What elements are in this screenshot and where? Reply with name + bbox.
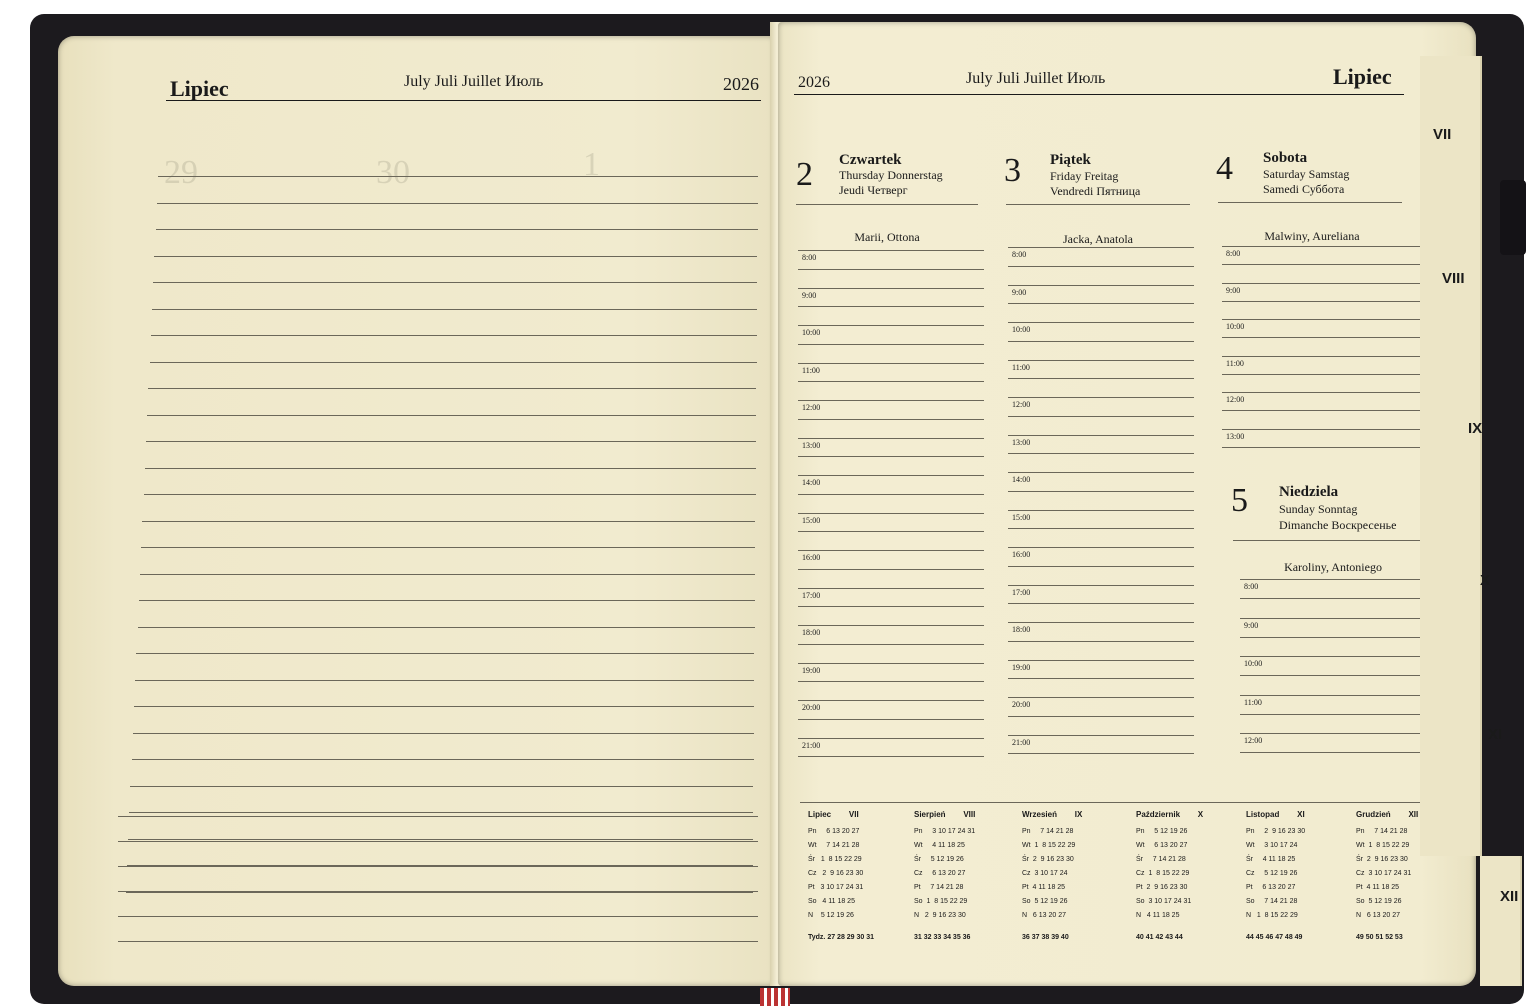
mini-calendar-row: Cz 3 10 17 24 31 (1356, 870, 1412, 877)
hour-label: 10:00 (802, 328, 821, 337)
mini-calendar-row: Pt 2 9 16 23 30 (1136, 884, 1188, 891)
day-header-rule (1006, 204, 1190, 205)
hour-line (798, 438, 984, 439)
hour-line (798, 550, 984, 551)
half-hour-line (1240, 752, 1444, 753)
ruled-line (118, 866, 758, 867)
hour-line (1240, 733, 1444, 734)
hour-line (1008, 360, 1194, 361)
show-through: 30 (376, 154, 410, 191)
hour-label: 21:00 (1012, 737, 1031, 747)
show-through: 1 (583, 146, 600, 183)
day-number: 4 (1216, 150, 1233, 187)
day-name: Piątek (1050, 152, 1091, 168)
hour-label: 12:00 (1012, 400, 1031, 409)
hour-label: 9:00 (1012, 287, 1027, 297)
ruled-line (142, 521, 755, 522)
half-hour-line (1008, 378, 1194, 379)
mini-calendar-month: Grudzień XII (1356, 810, 1419, 819)
half-hour-line (1222, 447, 1420, 448)
hour-label: 10:00 (1226, 322, 1245, 331)
hour-label: 18:00 (1012, 625, 1031, 634)
mini-calendar-row: Wt 7 14 21 28 (808, 842, 860, 849)
hour-line (798, 363, 984, 364)
hour-label: 13:00 (802, 440, 821, 450)
half-hour-line (1008, 453, 1194, 454)
left-month-multilang: July Juli Juillet Июль (404, 73, 544, 90)
tab-vii[interactable] (1420, 56, 1482, 236)
name-day: Jacka, Anatola (1063, 232, 1133, 246)
day-name-translations: Samedi Суббота (1263, 182, 1345, 196)
show-through: 29 (164, 154, 198, 191)
hour-label: 9:00 (1244, 620, 1259, 630)
hour-label: 12:00 (1244, 736, 1263, 745)
day-header-rule (1233, 540, 1433, 541)
half-hour-line (1240, 598, 1444, 599)
left-year: 2026 (723, 74, 759, 94)
hour-line (1008, 660, 1194, 661)
day-name-translations: Dimanche Воскресенье (1279, 518, 1397, 532)
half-hour-line (1008, 341, 1194, 342)
mini-calendar-row: Pt 4 11 18 25 (1356, 884, 1400, 891)
mini-calendar-row: Pt 6 13 20 27 (1246, 884, 1296, 891)
tab-xii[interactable] (1480, 856, 1522, 986)
mini-calendar-row: Pn 3 10 17 24 31 (914, 828, 976, 835)
mini-calendar-weeks: 36 37 38 39 40 (1022, 934, 1069, 941)
mini-calendar-month: Lipiec VII (808, 810, 859, 819)
mini-calendar-month: Sierpień VIII (914, 810, 976, 819)
ruled-line (136, 653, 754, 654)
mini-calendar-row: Pn 2 9 16 23 30 (1246, 828, 1306, 835)
hour-line (798, 738, 984, 739)
hour-line (1008, 435, 1194, 436)
ruled-line (135, 680, 754, 681)
day-name-translations: Saturday Samstag (1263, 167, 1350, 181)
ruled-line (141, 547, 755, 548)
mini-calendar-row: Śr 5 12 19 26 (914, 856, 964, 863)
mini-calendar-row: So 5 12 19 26 (1356, 898, 1402, 905)
half-hour-line (1008, 303, 1194, 304)
half-hour-line (1008, 678, 1194, 679)
mini-calendar-row: Wt 6 13 20 27 (1136, 842, 1188, 849)
mini-calendar-weeks: 49 50 51 52 53 (1356, 934, 1403, 941)
hour-label: 8:00 (802, 253, 817, 262)
half-hour-line (1222, 264, 1420, 265)
hour-line (1222, 356, 1420, 357)
hour-line (1008, 735, 1194, 736)
hour-line (798, 625, 984, 626)
mini-calendar-row: Pt 3 10 17 24 31 (808, 884, 864, 891)
day-name: Sobota (1263, 150, 1308, 166)
mini-calendar-row: N 1 8 15 22 29 (1246, 912, 1298, 919)
hour-line (1008, 585, 1194, 586)
day-name-translations: Jeudi Четверг (839, 183, 908, 197)
hour-label: 12:00 (1226, 395, 1245, 404)
tab-label: VIII (1442, 270, 1465, 287)
hour-label: 14:00 (802, 478, 821, 487)
day-name-translations: Vendredi Пятница (1050, 184, 1141, 198)
half-hour-line (798, 269, 984, 270)
half-hour-line (798, 419, 984, 420)
mini-calendar-row: N 6 13 20 27 (1022, 912, 1066, 919)
half-hour-line (798, 381, 984, 382)
ruled-line (138, 627, 755, 628)
hour-line (798, 475, 984, 476)
hour-line (1008, 472, 1194, 473)
mini-calendar-row: So 5 12 19 26 (1022, 898, 1068, 905)
half-hour-line (798, 719, 984, 720)
mini-calendar-row: Cz 5 12 19 26 (1246, 870, 1298, 877)
mini-calendar-row: Wt 1 8 15 22 29 (1356, 842, 1410, 849)
day-number: 3 (1004, 152, 1021, 189)
ruled-line (150, 362, 757, 363)
mini-calendar-row: N 2 9 16 23 30 (914, 912, 966, 919)
ruled-line (156, 229, 758, 230)
mini-calendar-weeks: Tydz. 27 28 29 30 31 (808, 934, 875, 941)
mini-calendar-row: Cz 6 13 20 27 (914, 870, 966, 877)
hour-label: 9:00 (802, 290, 817, 300)
mini-calendar-weeks: 44 45 46 47 48 49 (1246, 934, 1303, 941)
hour-label: 10:00 (1012, 325, 1031, 334)
mini-calendar-weeks: 31 32 33 34 35 36 (914, 934, 971, 941)
day-name-translations: Friday Freitag (1050, 169, 1119, 183)
mini-calendar-row: Wt 3 10 17 24 (1246, 842, 1298, 849)
half-hour-line (798, 681, 984, 682)
right-year: 2026 (798, 74, 830, 91)
mini-calendar-month: Wrzesień IX (1022, 810, 1083, 819)
hour-line (798, 288, 984, 289)
hour-line (1222, 392, 1420, 393)
hour-line (1222, 429, 1420, 430)
hour-line (1240, 618, 1444, 619)
hour-label: 19:00 (802, 665, 821, 675)
tab-xi[interactable] (1420, 656, 1503, 856)
half-hour-line (1008, 528, 1194, 529)
mini-calendar-row: Pn 5 12 19 26 (1136, 828, 1188, 835)
ruled-line (158, 176, 758, 177)
mini-calendar-row: Pn 7 14 21 28 (1356, 828, 1408, 835)
half-hour-line (798, 344, 984, 345)
hour-line (1222, 283, 1420, 284)
ruled-line (118, 816, 758, 817)
hour-label: 16:00 (1012, 550, 1031, 559)
mini-calendar-row: N 4 11 18 25 (1136, 912, 1180, 919)
left-page (58, 36, 774, 986)
hour-label: 14:00 (1012, 475, 1031, 484)
tab-x[interactable] (1420, 526, 1491, 656)
hour-label: 20:00 (802, 703, 821, 712)
hour-line (1008, 247, 1194, 248)
ruled-line (140, 574, 755, 575)
right-page (778, 22, 1476, 986)
half-hour-line (798, 531, 984, 532)
half-hour-line (798, 644, 984, 645)
hour-line (1008, 547, 1194, 548)
mini-calendar-row: So 7 14 21 28 (1246, 898, 1298, 905)
mini-calendar-row: Pt 4 11 18 25 (1022, 884, 1066, 891)
hour-label: 19:00 (1012, 662, 1031, 672)
ruled-line (129, 812, 753, 813)
ruled-line (132, 759, 754, 760)
half-hour-line (1222, 410, 1420, 411)
mini-calendar-row: Cz 2 9 16 23 30 (808, 870, 864, 877)
closure-strap (1500, 180, 1526, 255)
half-hour-line (1222, 301, 1420, 302)
mini-calendar-row: Wt 1 8 15 22 29 (1022, 842, 1076, 849)
half-hour-line (798, 494, 984, 495)
hour-line (1240, 579, 1444, 580)
ruled-line (134, 706, 754, 707)
half-hour-line (798, 306, 984, 307)
mini-calendar-row: Cz 1 8 15 22 29 (1136, 870, 1190, 877)
hour-label: 13:00 (1226, 431, 1245, 441)
half-hour-line (1222, 374, 1420, 375)
mini-calendar-row: N 6 13 20 27 (1356, 912, 1400, 919)
mini-calendar-row: Śr 2 9 16 23 30 (1356, 856, 1408, 863)
mini-calendar-row: Pn 6 13 20 27 (808, 828, 860, 835)
hour-line (798, 663, 984, 664)
ruled-line (148, 388, 756, 389)
mini-calendar-row: Pt 7 14 21 28 (914, 884, 964, 891)
hour-line (798, 700, 984, 701)
hour-label: 8:00 (1226, 249, 1241, 258)
hour-label: 10:00 (1244, 659, 1263, 668)
tab-label: IX (1468, 420, 1483, 437)
hour-label: 17:00 (802, 590, 821, 600)
hour-line (798, 400, 984, 401)
hour-label: 12:00 (802, 403, 821, 412)
hour-line (1008, 510, 1194, 511)
hour-line (1222, 319, 1420, 320)
hour-label: 9:00 (1226, 285, 1241, 295)
hour-label: 11:00 (1226, 358, 1244, 368)
tab-label: X (1480, 572, 1491, 589)
half-hour-line (798, 756, 984, 757)
hour-label: 15:00 (1012, 512, 1031, 522)
day-name-translations: Sunday Sonntag (1279, 502, 1358, 516)
half-hour-line (1008, 566, 1194, 567)
hour-line (1222, 246, 1420, 247)
half-hour-line (1008, 266, 1194, 267)
half-hour-line (798, 606, 984, 607)
name-day: Karoliny, Antoniego (1284, 560, 1382, 574)
mini-calendar-month: Październik X (1136, 810, 1204, 819)
day-header-rule (1218, 202, 1402, 203)
ruled-line (145, 468, 756, 469)
left-month-title: Lipiec (170, 76, 229, 101)
hour-line (1008, 397, 1194, 398)
tab-label: XI (1488, 726, 1503, 743)
ruled-line (118, 841, 758, 842)
half-hour-line (1008, 641, 1194, 642)
half-hour-line (1008, 603, 1194, 604)
ruled-line (118, 941, 758, 942)
hour-line (1008, 322, 1194, 323)
hour-line (798, 325, 984, 326)
day-name: Niedziela (1279, 484, 1339, 500)
mini-calendar-top-rule (800, 802, 1440, 803)
half-hour-line (1008, 416, 1194, 417)
month-tabs (1420, 56, 1519, 986)
mini-calendar-row: Śr 4 11 18 25 (1246, 856, 1296, 863)
hour-label: 18:00 (802, 628, 821, 637)
mini-calendar-row: Śr 1 8 15 22 29 (808, 856, 862, 863)
mini-calendar-row: So 4 11 18 25 (808, 898, 855, 905)
hour-label: 8:00 (1244, 582, 1259, 591)
ruled-line (147, 415, 756, 416)
half-hour-line (1240, 675, 1444, 676)
half-hour-line (1240, 637, 1444, 638)
half-hour-line (1222, 337, 1420, 338)
half-hour-line (1008, 491, 1194, 492)
ruled-line (130, 786, 753, 787)
hour-line (1008, 697, 1194, 698)
name-day: Marii, Ottona (854, 230, 920, 244)
bookmark-ribbon (760, 988, 790, 1006)
tab-ix[interactable] (1420, 356, 1482, 526)
hour-line (1008, 622, 1194, 623)
mini-calendar-row: So 1 8 15 22 29 (914, 898, 968, 905)
hour-label: 16:00 (802, 553, 821, 562)
ruled-line (133, 733, 754, 734)
mini-calendar-row: Śr 2 9 16 23 30 (1022, 856, 1074, 863)
day-name: Czwartek (839, 152, 902, 168)
half-hour-line (1240, 714, 1444, 715)
ruled-line (118, 891, 758, 892)
ruled-line (144, 494, 756, 495)
hour-line (1008, 285, 1194, 286)
day-name-translations: Thursday Donnerstag (839, 168, 943, 182)
right-header-rule (794, 94, 1404, 95)
half-hour-line (798, 456, 984, 457)
hour-line (798, 513, 984, 514)
mini-calendar-row: Cz 3 10 17 24 (1022, 870, 1068, 877)
ruled-line (118, 916, 758, 917)
ruled-line (139, 600, 755, 601)
half-hour-line (1008, 753, 1194, 754)
right-month-multilang: July Juli Juillet Июль (966, 70, 1106, 87)
day-number: 5 (1231, 482, 1248, 519)
day-header-rule (796, 204, 978, 205)
ruled-line (157, 203, 758, 204)
ruled-line (154, 256, 757, 257)
ruled-line (146, 441, 756, 442)
hour-line (798, 250, 984, 251)
hour-label: 11:00 (1244, 697, 1262, 707)
hour-label: 17:00 (1012, 587, 1031, 597)
hour-label: 15:00 (802, 515, 821, 525)
tab-label: VII (1433, 126, 1452, 143)
mini-calendar-weeks: 40 41 42 43 44 (1136, 934, 1183, 941)
hour-line (1240, 695, 1444, 696)
right-month-title: Lipiec (1333, 64, 1392, 89)
tab-viii[interactable] (1420, 236, 1482, 356)
hour-label: 13:00 (1012, 437, 1031, 447)
day-number: 2 (796, 156, 813, 193)
mini-calendar-row: N 5 12 19 26 (808, 912, 854, 919)
mini-calendar-row: Śr 7 14 21 28 (1136, 856, 1186, 863)
tab-label: XII (1500, 888, 1519, 905)
mini-calendar-month: Listopad XI (1246, 810, 1305, 819)
mini-calendar-row: Pn 7 14 21 28 (1022, 828, 1074, 835)
mini-calendar-row: So 3 10 17 24 31 (1136, 898, 1192, 905)
hour-label: 20:00 (1012, 700, 1031, 709)
ruled-line (152, 309, 757, 310)
ruled-line (151, 335, 757, 336)
half-hour-line (798, 569, 984, 570)
left-header-rule (166, 100, 761, 101)
hour-label: 8:00 (1012, 250, 1027, 259)
hour-line (1240, 656, 1444, 657)
hour-label: 11:00 (802, 365, 820, 375)
hour-line (798, 588, 984, 589)
mini-calendar-row: Wt 4 11 18 25 (914, 842, 965, 849)
ruled-line (153, 282, 757, 283)
hour-label: 11:00 (1012, 362, 1030, 372)
name-day: Malwiny, Aureliana (1264, 229, 1360, 243)
ruled-line (128, 839, 753, 840)
hour-label: 21:00 (802, 740, 821, 750)
half-hour-line (1008, 716, 1194, 717)
